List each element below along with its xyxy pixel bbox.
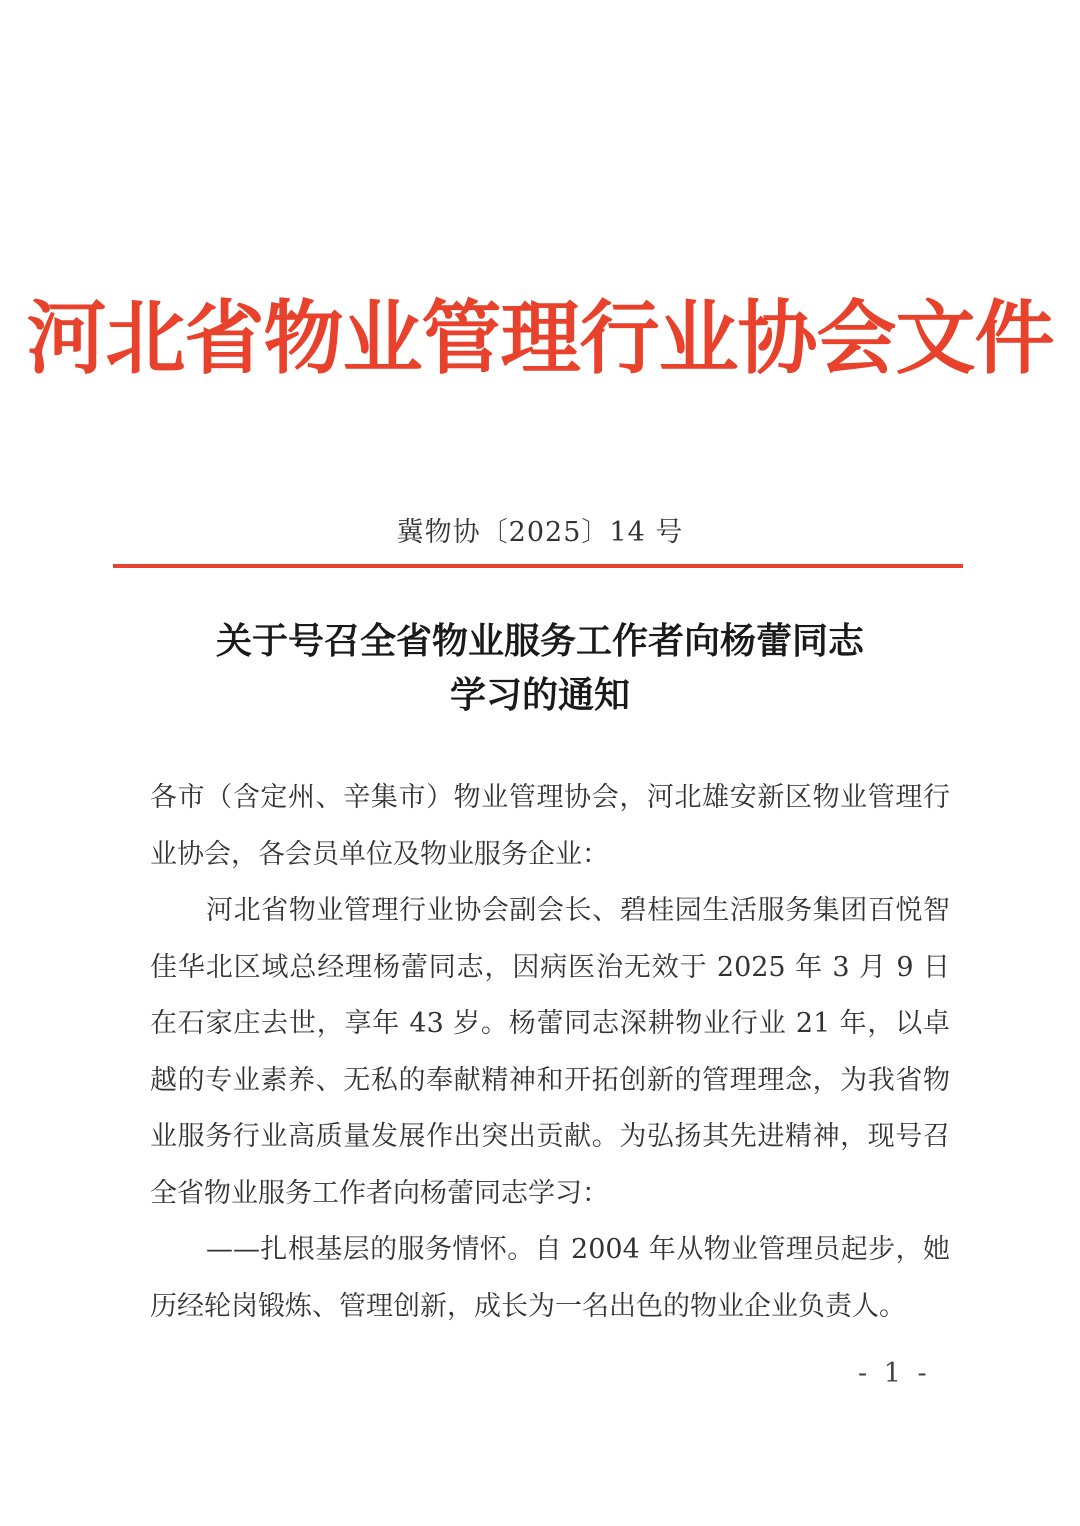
document-body bbox=[150, 770, 950, 1335]
document-masthead: 河北省物业管理行业协会文件 bbox=[26, 291, 1054, 385]
addressee-paragraph: 各市（含定州、辛集市）物业管理协会，河北雄安新区物业管理行业协会，各会员单位及物业服务企业： bbox=[150, 782, 950, 870]
body-paragraph-2: ——扎根基层的服务情怀。自 2004 年从物业管理员起步，她历经轮岗锻炼、管理创新，成长为一名出色的物业企业负责人。 bbox=[150, 1234, 950, 1322]
title-line-1: 关于号召全省物业服务工作者向杨蕾同志 bbox=[215, 620, 864, 662]
title-line-2: 学习的通知 bbox=[449, 674, 630, 716]
body-paragraph-1: 河北省物业管理行业协会副会长、碧桂园生活服务集团百悦智佳华北区域总经理杨蕾同志，因病医治无效于 2025 年 3 月 9 日在石家庄去世，享年 43 岁。杨蕾同志深耕物业行业 21 年，以卓越的专业素养、无私的奉献精神和开拓创新的管理理念，为我省物业服务行业高质量发展作出突出贡献。为弘扬其先进精神，现号召全省物业服务工作者向杨蕾同志学习： bbox=[150, 895, 950, 1209]
document-title bbox=[0, 614, 1080, 722]
document-number: 冀物协〔2025〕14 号 bbox=[396, 517, 684, 548]
red-divider-rule bbox=[113, 564, 963, 568]
page-number: - 1 - bbox=[858, 1358, 931, 1389]
